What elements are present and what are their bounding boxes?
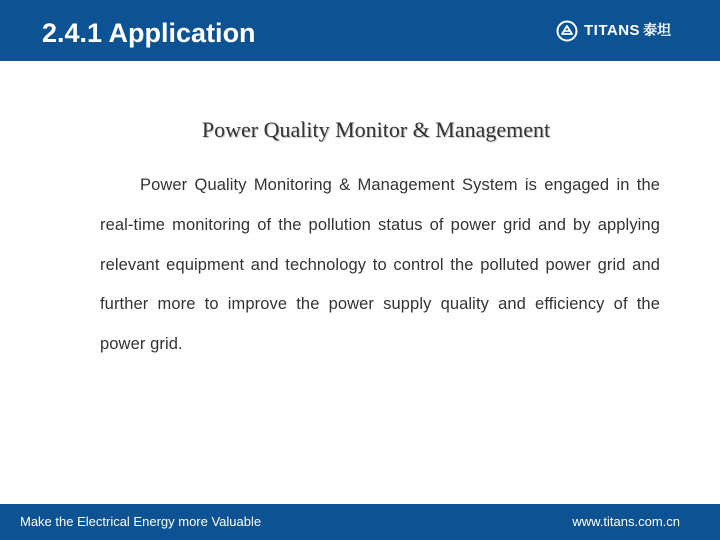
- slide-title: 2.4.1 Application: [42, 18, 256, 48]
- brand-logo-group: [556, 18, 671, 44]
- content-heading: Power Quality Monitor & Management: [201, 117, 551, 142]
- titans-logo-icon: [556, 20, 578, 42]
- header-bar: [0, 0, 720, 61]
- footer-slogan: Make the Electrical Energy more Valuable: [20, 514, 262, 529]
- brand-name-chinese: 泰坦: [643, 23, 672, 39]
- brand-name: TITANS: [584, 22, 641, 39]
- footer-bar: [0, 504, 720, 540]
- footer-website: www.titans.com.cn: [572, 514, 680, 529]
- content-paragraph: Power Quality Monitoring & Management System is engaged in the real-time monitoring of the pollution status of power grid and by applying relevant equipment and technology to control the polluted power grid and further more to improve the power supply quality and efficiency of the power grid.: [100, 176, 660, 354]
